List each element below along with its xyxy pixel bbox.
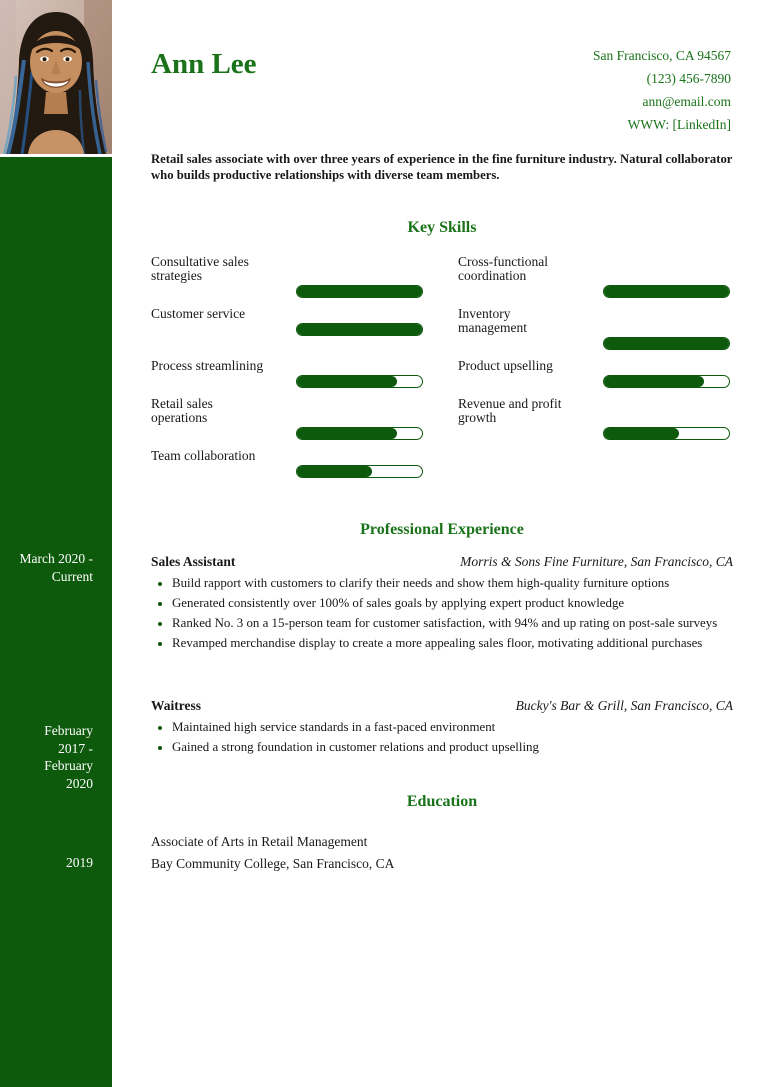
skill-label: Inventory management (458, 306, 527, 335)
skill-bar (603, 375, 730, 388)
job-bullet: • Ranked No. 3 on a 15-person team for customer satisfaction, with 94% and up rating on post-sale surveys (172, 616, 733, 631)
profile-photo-image (0, 0, 112, 154)
skill-bar (296, 375, 423, 388)
skill-item (151, 449, 458, 478)
job-company-2: Bucky's Bar & Grill, San Francisco, CA (515, 698, 733, 713)
job-bullet: • Maintained high service standards in a fast-paced environment (172, 720, 733, 735)
skill-item (458, 359, 733, 388)
contact-info (593, 44, 731, 136)
education-date: 2019 (66, 855, 93, 870)
skill-fill (604, 428, 679, 439)
skill-item (151, 397, 458, 440)
skill-fill (297, 376, 397, 387)
skill-item (151, 359, 458, 388)
skills-grid (151, 255, 733, 478)
skill-fill (297, 286, 422, 297)
skill-fill (604, 286, 729, 297)
candidate-name: Ann Lee (151, 48, 257, 80)
job-bullet: • Gained a strong foundation in customer relations and product upselling (172, 740, 733, 755)
job-bullet: • Revamped merchandise display to create a more appealing sales floor, motivating additional purchases (172, 636, 733, 651)
skill-fill (604, 338, 729, 349)
education-heading: Education (406, 793, 478, 810)
key-skills-heading: Key Skills (407, 219, 477, 236)
skill-bar (603, 337, 730, 350)
job-bullet: • Generated consistently over 100% of sales goals by applying expert product knowledge (172, 596, 733, 611)
skill-label: Retail sales operations (151, 396, 213, 425)
skill-bar (603, 285, 730, 298)
education-school: Bay Community College, San Francisco, CA (151, 856, 395, 871)
skill-label: Cross-functional coordination (458, 254, 548, 283)
skill-fill (297, 466, 372, 477)
profile-photo (0, 0, 112, 154)
skill-fill (297, 324, 422, 335)
skill-fill (604, 376, 704, 387)
job-title-1: Sales Assistant (151, 554, 236, 569)
skill-item (458, 255, 733, 298)
skill-bar (296, 285, 423, 298)
skill-label: Product upselling (458, 358, 553, 373)
skill-bar (296, 465, 423, 478)
job-bullet: • Build rapport with customers to clarify their needs and show them high-quality furniture options (172, 576, 733, 591)
job-header-2 (151, 697, 733, 714)
job-date-range-2: February 2017 - February 2020 (44, 723, 93, 791)
skill-item (458, 307, 733, 350)
contact-line: San Francisco, CA 94567 (593, 48, 731, 63)
contact-line: ann@email.com (642, 94, 731, 109)
job-title-2: Waitress (151, 698, 201, 713)
skill-bar (296, 427, 423, 440)
contact-line: (123) 456-7890 (646, 71, 731, 86)
summary-text: Retail sales associate with over three years of experience in the fine furniture industry. Natural collaborator who builds productive relationships with diverse team members. (151, 152, 733, 182)
main-content (151, 0, 733, 875)
skill-bar (603, 427, 730, 440)
skill-label: Team collaboration (151, 448, 256, 463)
skill-item (151, 255, 458, 298)
job-bullets-2 (151, 720, 733, 755)
skill-label: Process streamlining (151, 358, 264, 373)
skill-label: Customer service (151, 306, 246, 321)
education-block (151, 831, 733, 875)
skill-item (151, 307, 458, 350)
skill-item (458, 397, 733, 440)
skill-label: Revenue and profit growth (458, 396, 562, 425)
job-date-range-1: March 2020 - Current (19, 551, 93, 584)
skill-bar (296, 323, 423, 336)
job-header-1 (151, 553, 733, 570)
sidebar (0, 157, 112, 1087)
skill-label: Consultative sales strategies (151, 254, 249, 283)
education-degree: Associate of Arts in Retail Management (151, 834, 368, 849)
experience-heading: Professional Experience (360, 521, 524, 538)
contact-line: WWW: [LinkedIn] (627, 117, 731, 132)
header (151, 0, 733, 140)
job-company-1: Morris & Sons Fine Furniture, San Francisco, CA (460, 554, 733, 569)
skill-fill (297, 428, 397, 439)
job-bullets-1 (151, 576, 733, 651)
